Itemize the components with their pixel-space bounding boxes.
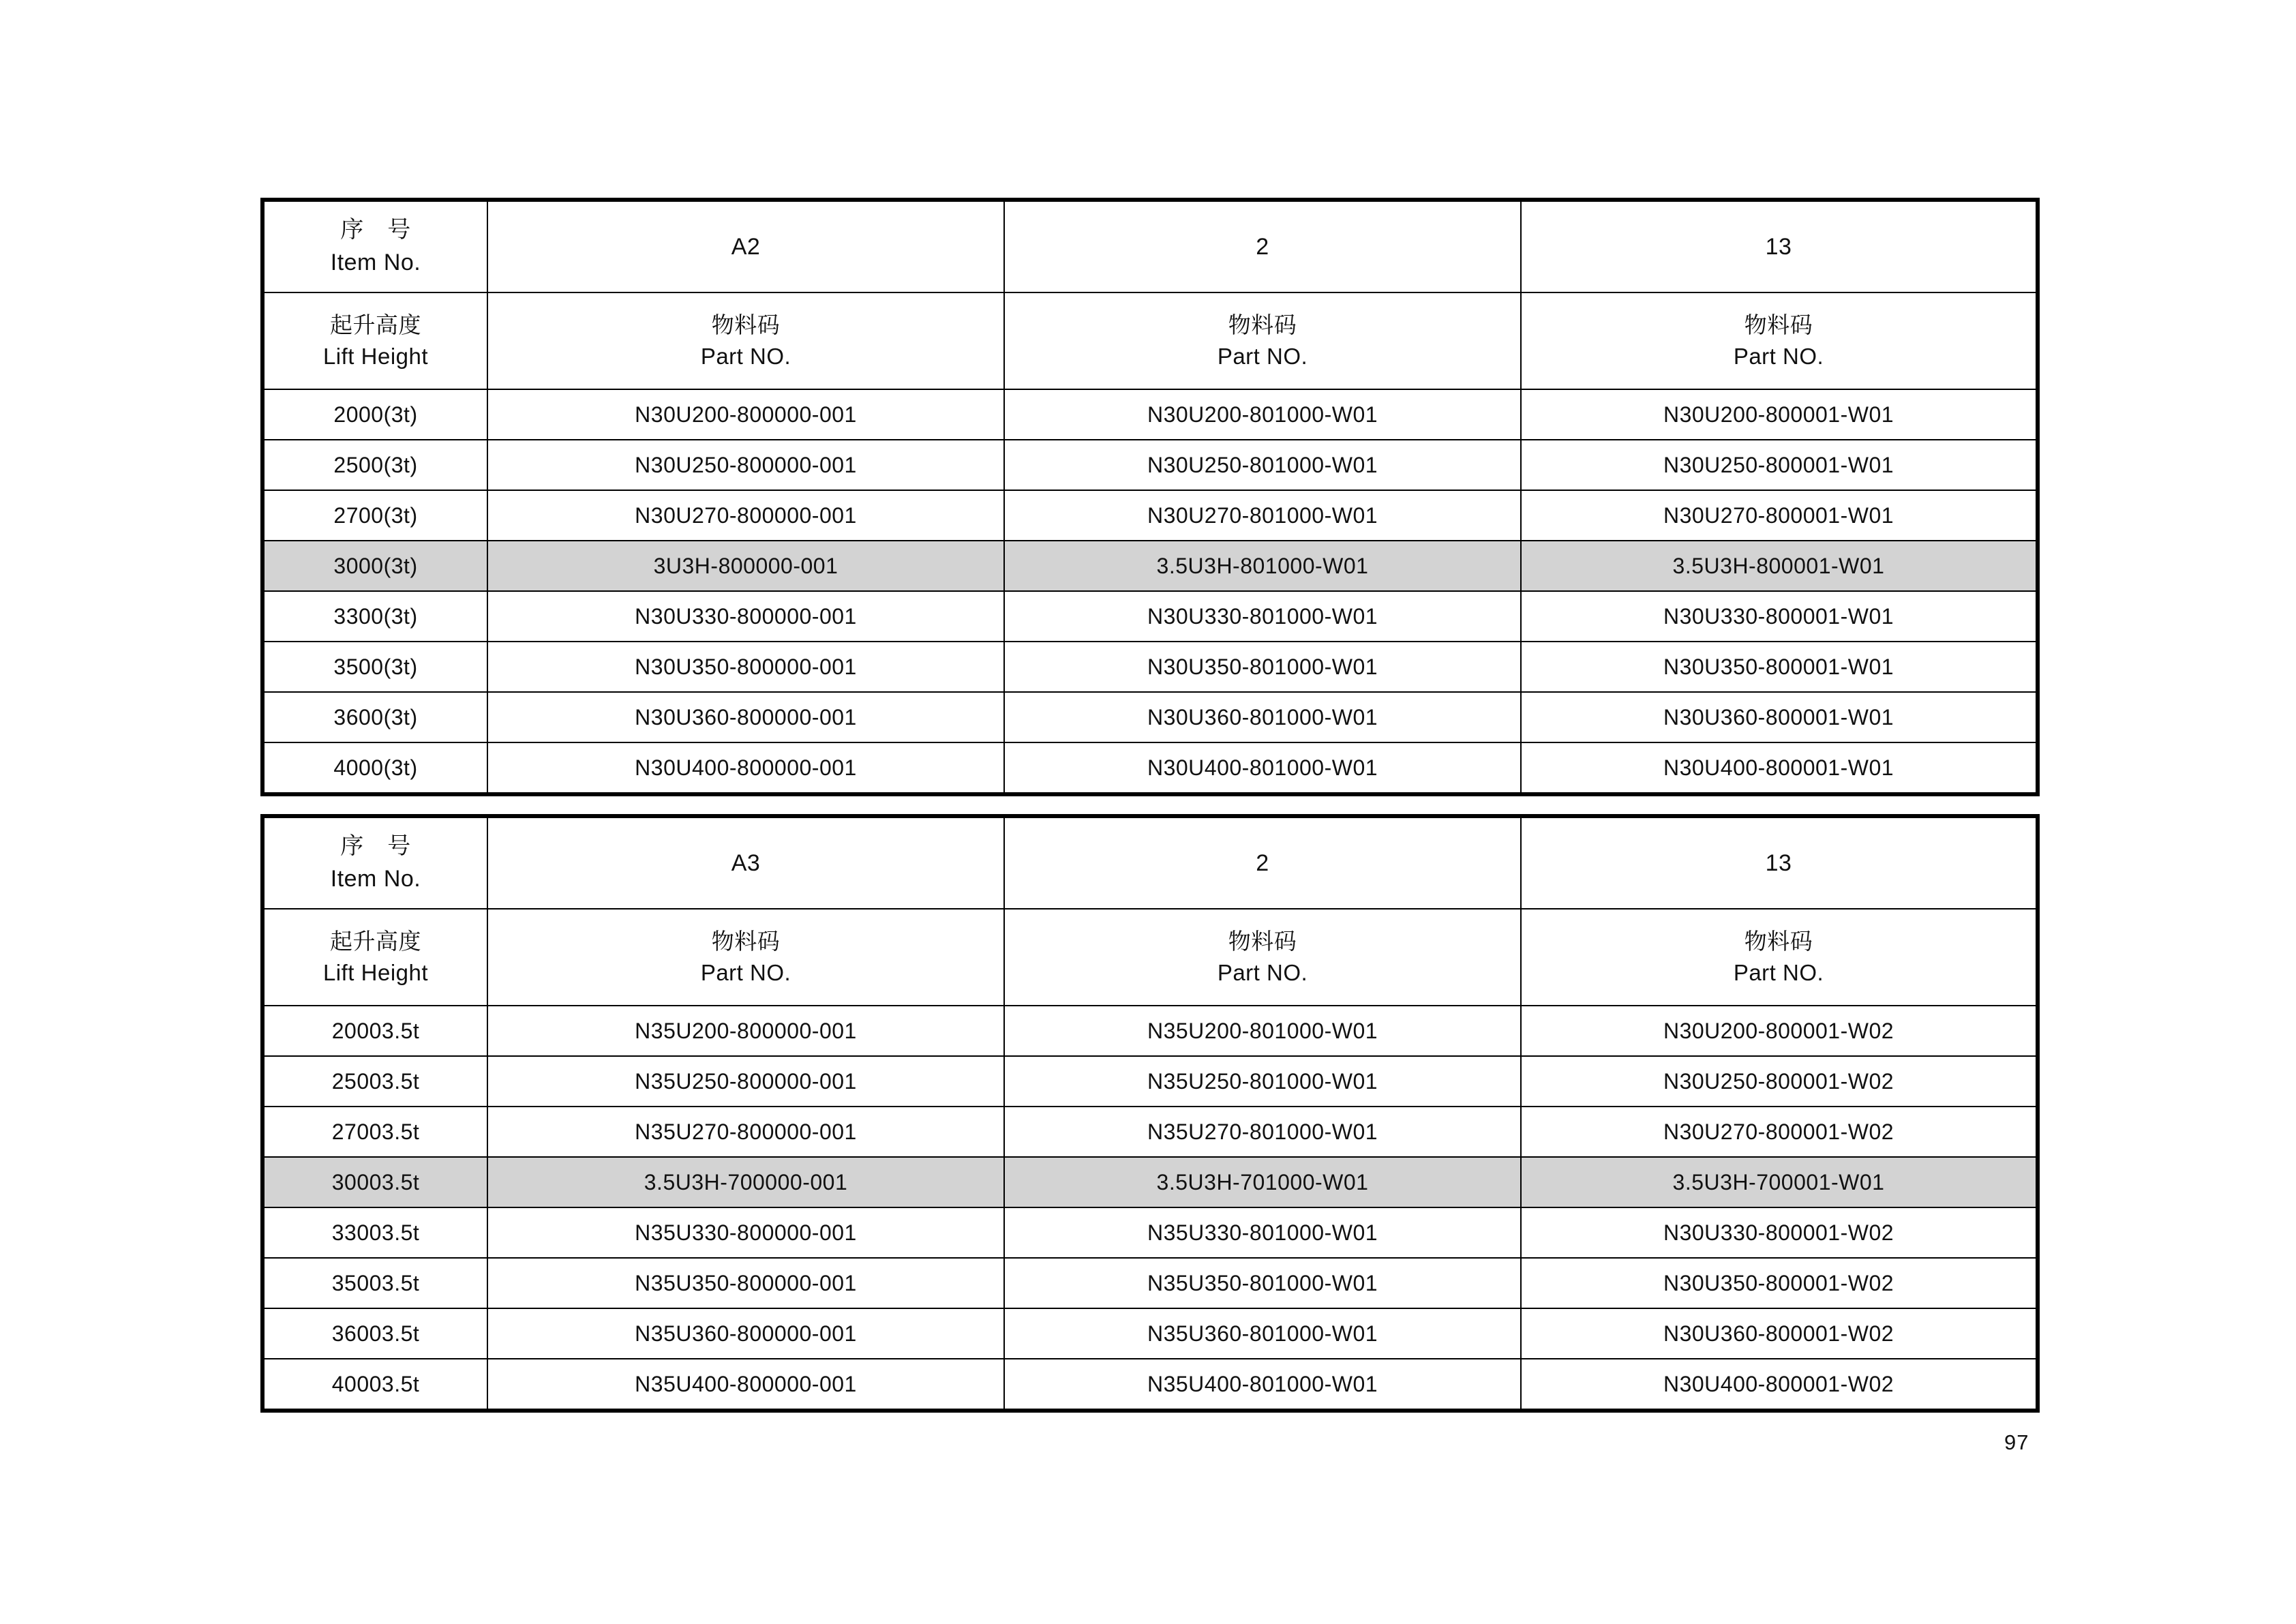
table-row xyxy=(262,1359,2038,1411)
part-no-cell: N35U270-801000-W01 xyxy=(1004,1107,1521,1157)
page-number: 97 xyxy=(2004,1430,2029,1454)
part-no-cell: N30U250-800000-001 xyxy=(487,440,1004,490)
part-no-cell: 3.5U3H-700001-W01 xyxy=(1521,1157,2038,1207)
part-no-cell: N30U400-800001-W02 xyxy=(1521,1359,2038,1411)
part-no-header-cell xyxy=(487,909,1004,1006)
part-no-cell: N30U400-800001-W01 xyxy=(1521,742,2038,794)
header-row-lift-height xyxy=(262,292,2038,389)
column-header-13: 13 xyxy=(1521,200,2038,292)
part-no-cell: N30U360-800000-001 xyxy=(487,692,1004,742)
part-no-cell: N35U400-800000-001 xyxy=(487,1359,1004,1411)
table-row xyxy=(262,1107,2038,1157)
part-no-cell: N35U360-801000-W01 xyxy=(1004,1308,1521,1359)
part-no-cell: 3.5U3H-700000-001 xyxy=(487,1157,1004,1207)
table-row xyxy=(262,591,2038,642)
lift-height-label-zh: 起升高度 xyxy=(330,312,421,337)
lift-height-label-en: Lift Height xyxy=(322,344,429,369)
part-no-cell: N30U200-800001-W01 xyxy=(1521,389,2038,440)
item-no-label-en: Item No. xyxy=(330,250,421,275)
lift-height-cell: 2700(3t) xyxy=(262,490,487,541)
part-no-header-cell xyxy=(1004,909,1521,1006)
table-body-a3 xyxy=(262,1006,2038,1411)
part-no-cell: N35U270-800000-001 xyxy=(487,1107,1004,1157)
lift-height-cell: 27003.5t xyxy=(262,1107,487,1157)
table-row xyxy=(262,1207,2038,1258)
part-no-label-en: Part NO. xyxy=(700,960,791,985)
part-no-cell: N30U330-800001-W01 xyxy=(1521,591,2038,642)
part-no-label-zh: 物料码 xyxy=(711,928,781,954)
part-no-cell: N30U250-801000-W01 xyxy=(1004,440,1521,490)
column-header-2: 2 xyxy=(1004,816,1521,909)
lift-height-cell: 3600(3t) xyxy=(262,692,487,742)
part-no-label-en: Part NO. xyxy=(1217,344,1308,369)
item-no-label-en: Item No. xyxy=(330,866,421,892)
lift-height-cell: 36003.5t xyxy=(262,1308,487,1359)
lift-height-cell: 40003.5t xyxy=(262,1359,487,1411)
part-no-cell: 3.5U3H-701000-W01 xyxy=(1004,1157,1521,1207)
column-header-a3: A3 xyxy=(487,816,1004,909)
lift-height-cell: 20003.5t xyxy=(262,1006,487,1056)
table-body-a2 xyxy=(262,389,2038,794)
part-no-label-en: Part NO. xyxy=(1217,960,1308,985)
part-no-cell: N30U350-800001-W01 xyxy=(1521,642,2038,692)
part-no-cell: N30U350-800000-001 xyxy=(487,642,1004,692)
part-no-cell: N30U250-800001-W02 xyxy=(1521,1056,2038,1107)
column-header-13: 13 xyxy=(1521,816,2038,909)
part-no-cell: N35U200-800000-001 xyxy=(487,1006,1004,1056)
part-no-cell: N35U350-800000-001 xyxy=(487,1258,1004,1308)
part-no-cell: N30U360-800001-W01 xyxy=(1521,692,2038,742)
part-no-cell: N30U270-801000-W01 xyxy=(1004,490,1521,541)
table-row xyxy=(262,642,2038,692)
lift-height-cell: 3300(3t) xyxy=(262,591,487,642)
lift-height-cell: 2000(3t) xyxy=(262,389,487,440)
part-no-label-zh: 物料码 xyxy=(1228,312,1297,337)
lift-height-header-cell xyxy=(262,292,487,389)
parts-table-a3 xyxy=(260,814,2040,1413)
header-row-item-no xyxy=(262,200,2038,292)
part-no-cell: 3.5U3H-800001-W01 xyxy=(1521,541,2038,591)
part-no-cell: N30U270-800001-W02 xyxy=(1521,1107,2038,1157)
table-row xyxy=(262,490,2038,541)
header-row-item-no xyxy=(262,816,2038,909)
part-no-cell: N30U330-801000-W01 xyxy=(1004,591,1521,642)
lift-height-header-cell xyxy=(262,909,487,1006)
item-no-header-cell xyxy=(262,816,487,909)
lift-height-cell: 33003.5t xyxy=(262,1207,487,1258)
parts-table-a2 xyxy=(260,198,2040,796)
part-no-cell: N30U330-800001-W02 xyxy=(1521,1207,2038,1258)
part-no-label-en: Part NO. xyxy=(700,344,791,369)
part-no-cell: N30U360-801000-W01 xyxy=(1004,692,1521,742)
part-no-cell: N30U350-800001-W02 xyxy=(1521,1258,2038,1308)
lift-height-cell: 3500(3t) xyxy=(262,642,487,692)
part-no-cell: N30U200-800001-W02 xyxy=(1521,1006,2038,1056)
part-no-cell: N30U400-800000-001 xyxy=(487,742,1004,794)
part-no-cell: 3U3H-800000-001 xyxy=(487,541,1004,591)
table-row xyxy=(262,742,2038,794)
part-no-label-en: Part NO. xyxy=(1733,960,1824,985)
table-row xyxy=(262,1056,2038,1107)
part-no-cell: N30U400-801000-W01 xyxy=(1004,742,1521,794)
part-no-cell: N35U200-801000-W01 xyxy=(1004,1006,1521,1056)
part-no-cell: N30U270-800000-001 xyxy=(487,490,1004,541)
item-no-label-zh: 序 号 xyxy=(340,217,411,243)
lift-height-label-zh: 起升高度 xyxy=(330,928,421,954)
part-no-cell: N30U270-800001-W01 xyxy=(1521,490,2038,541)
table-row xyxy=(262,1006,2038,1056)
part-no-cell: N35U250-800000-001 xyxy=(487,1056,1004,1107)
part-no-label-zh: 物料码 xyxy=(1228,928,1297,954)
part-no-cell: N35U250-801000-W01 xyxy=(1004,1056,1521,1107)
part-no-header-cell xyxy=(1521,909,2038,1006)
lift-height-label-en: Lift Height xyxy=(322,960,429,985)
lift-height-cell: 30003.5t xyxy=(262,1157,487,1207)
table-row xyxy=(262,440,2038,490)
part-no-cell: N30U350-801000-W01 xyxy=(1004,642,1521,692)
column-header-2: 2 xyxy=(1004,200,1521,292)
item-no-label-zh: 序 号 xyxy=(340,833,411,860)
part-no-label-en: Part NO. xyxy=(1733,344,1824,369)
part-no-label-zh: 物料码 xyxy=(1744,312,1813,337)
lift-height-cell: 25003.5t xyxy=(262,1056,487,1107)
table-row xyxy=(262,1157,2038,1207)
part-no-cell: N30U200-800000-001 xyxy=(487,389,1004,440)
part-no-header-cell xyxy=(487,292,1004,389)
part-no-cell: N35U360-800000-001 xyxy=(487,1308,1004,1359)
table-row xyxy=(262,389,2038,440)
part-no-cell: N35U330-800000-001 xyxy=(487,1207,1004,1258)
part-no-header-cell xyxy=(1004,292,1521,389)
table-row xyxy=(262,541,2038,591)
part-no-cell: N30U360-800001-W02 xyxy=(1521,1308,2038,1359)
lift-height-cell: 2500(3t) xyxy=(262,440,487,490)
part-no-cell: N35U350-801000-W01 xyxy=(1004,1258,1521,1308)
part-no-cell: N35U400-801000-W01 xyxy=(1004,1359,1521,1411)
part-no-cell: N30U200-801000-W01 xyxy=(1004,389,1521,440)
header-row-lift-height xyxy=(262,909,2038,1006)
lift-height-cell: 3000(3t) xyxy=(262,541,487,591)
part-no-label-zh: 物料码 xyxy=(711,312,781,337)
lift-height-cell: 4000(3t) xyxy=(262,742,487,794)
item-no-header-cell xyxy=(262,200,487,292)
part-no-cell: N35U330-801000-W01 xyxy=(1004,1207,1521,1258)
part-no-header-cell xyxy=(1521,292,2038,389)
part-no-cell: N30U250-800001-W01 xyxy=(1521,440,2038,490)
table-row xyxy=(262,692,2038,742)
part-no-label-zh: 物料码 xyxy=(1744,928,1813,954)
part-no-cell: N30U330-800000-001 xyxy=(487,591,1004,642)
column-header-a2: A2 xyxy=(487,200,1004,292)
lift-height-cell: 35003.5t xyxy=(262,1258,487,1308)
table-row xyxy=(262,1258,2038,1308)
part-no-cell: 3.5U3H-801000-W01 xyxy=(1004,541,1521,591)
table-row xyxy=(262,1308,2038,1359)
